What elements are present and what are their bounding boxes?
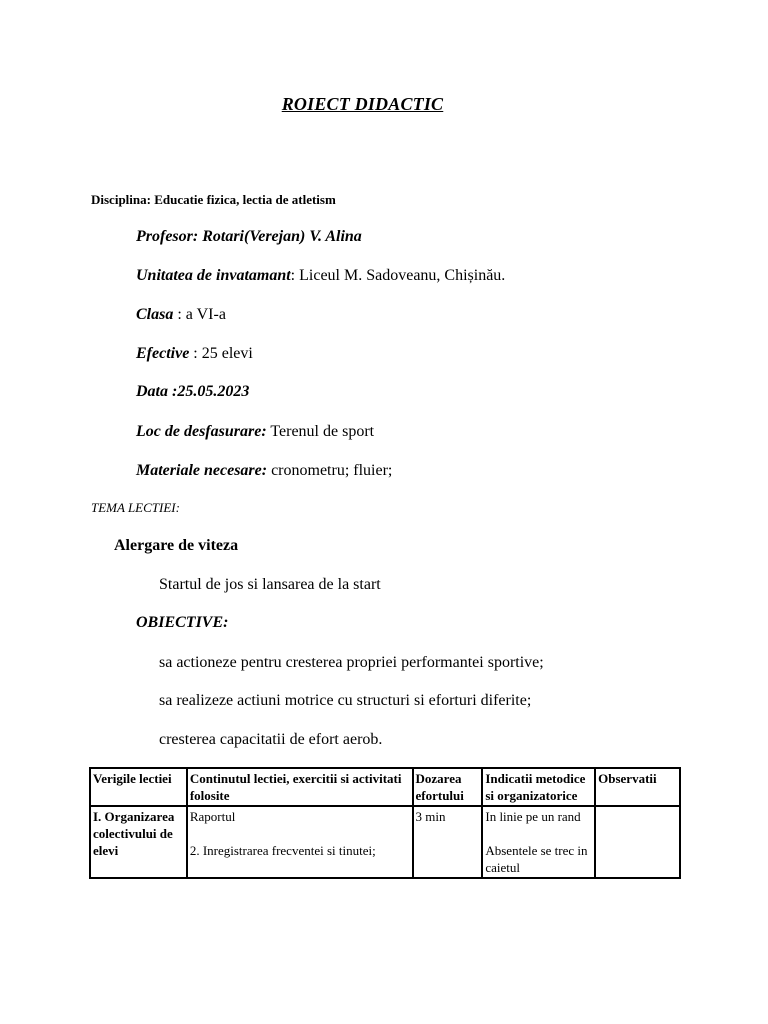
discipline-line: Disciplina: Educatie fizica, lectia de atletism	[91, 192, 336, 207]
field-value: Terenul de sport	[266, 423, 375, 440]
field-data	[136, 383, 249, 401]
table-row	[90, 806, 680, 878]
cell-dozare: 3 min	[413, 806, 483, 878]
table-header-row	[90, 768, 680, 806]
header-continutul: Continutul lectiei, exercitii si activitati folosite	[187, 768, 413, 806]
content-line: Raportul	[189, 809, 236, 824]
objective-item: sa actioneze pentru cresterea propriei performantei sportive;	[159, 654, 544, 671]
cell-observatii	[595, 806, 680, 878]
objectives-label: OBIECTIVE:	[136, 614, 229, 631]
field-efective	[136, 345, 253, 363]
lesson-table	[89, 767, 681, 879]
lesson-subject: Alergare de viteza	[114, 537, 239, 554]
field-value: : Liceul M. Sadoveanu, Chișinău.	[290, 267, 506, 284]
indicatii-line: Absentele se trec in caietul	[485, 843, 588, 875]
header-verigile: Verigile lectiei	[90, 768, 187, 806]
lesson-subtopic: Startul de jos si lansarea de la start	[159, 576, 381, 593]
objective-item: cresterea capacitatii de efort aerob.	[159, 731, 383, 748]
field-unitatea	[136, 267, 505, 285]
field-value: : 25 elevi	[189, 345, 253, 362]
field-label: Loc de desfasurare:	[136, 423, 267, 440]
field-label: Unitatea de invatamant	[136, 267, 291, 284]
field-materiale	[136, 462, 392, 480]
field-label: Clasa	[136, 306, 174, 323]
cell-indicatii	[482, 806, 595, 878]
header-dozarea: Dozarea efortului	[413, 768, 483, 806]
field-clasa	[136, 306, 226, 324]
field-label: Materiale necesare:	[136, 462, 268, 479]
field-label: Efective	[136, 345, 190, 362]
header-indicatii: Indicatii metodice si organizatorice	[482, 768, 595, 806]
tema-label: TEMA LECTIEI:	[91, 500, 180, 515]
field-value: : a VI-a	[173, 306, 226, 323]
field-label: Data :25.05.2023	[136, 383, 250, 400]
content-line: 2. Inregistrarea frecventei si tinutei;	[189, 843, 376, 858]
objective-item: sa realizeze actiuni motrice cu structuri si eforturi diferite;	[159, 692, 532, 709]
cell-continut	[187, 806, 413, 878]
field-loc	[136, 423, 374, 441]
cell-veriga: I. Organizarea colectivului de elevi	[90, 806, 187, 878]
header-observatii: Observatii	[595, 768, 680, 806]
indicatii-line: In linie pe un rand	[485, 809, 581, 824]
field-value: cronometru; fluier;	[267, 462, 393, 479]
field-profesor	[136, 228, 362, 246]
field-label: Profesor: Rotari(Verejan) V. Alina	[136, 228, 362, 245]
document-title: ROIECT DIDACTIC	[281, 94, 444, 114]
